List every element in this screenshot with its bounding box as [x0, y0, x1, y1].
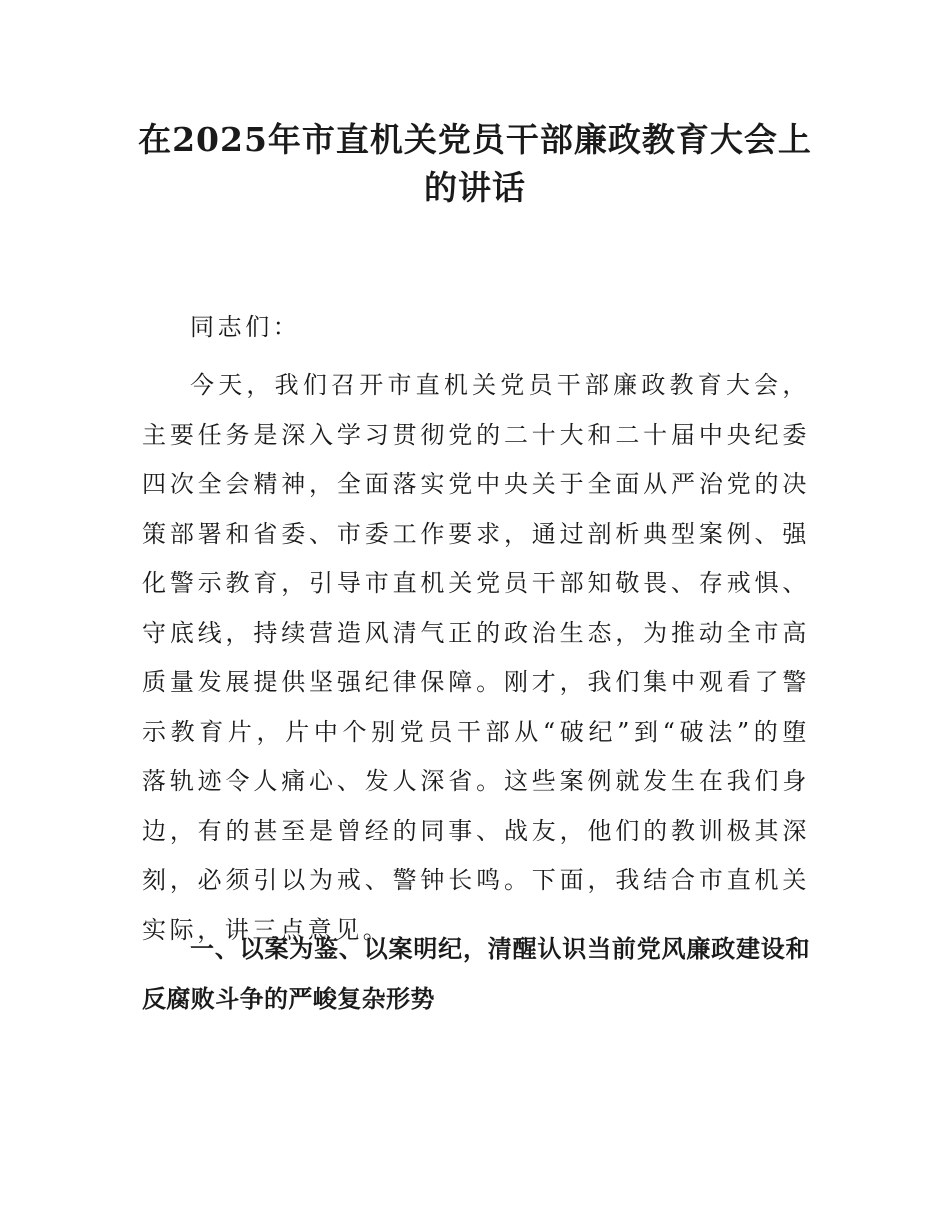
body-paragraph: 今天，我们召开市直机关党员干部廉政教育大会，主要任务是深入学习贯彻党的二十大和二十届中央纪委四次全会精神，全面落实党中央关于全面从严治党的决策部署和省委、市委工作要求，通过剖析典型案例、强化警示教育，引导市直机关党员干部知敬畏、存戒惧、守底线，持续营造风清气正的政治生态，为推动全市高质量发展提供坚强纪律保障。刚才，我们集中观看了警示教育片，片中个别党员干部从“破纪”到“破法”的堕落轨迹令人痛心、发人深省。这些案例就发生在我们身边，有的甚至是曾经的同事、战友，他们的教训极其深刻，必须引以为戒、警钟长鸣。下面，我结合市直机关实际，讲三点意见。 — [142, 371, 810, 944]
section-heading: 一、以案为鉴、以案明纪，清醒认识当前党风廉政建设和反腐败斗争的严峻复杂形势 — [142, 935, 810, 1013]
salutation: 同志们： — [190, 313, 301, 341]
document-title: 在2025年市直机关党员干部廉政教育大会上的讲话 — [138, 120, 812, 207]
